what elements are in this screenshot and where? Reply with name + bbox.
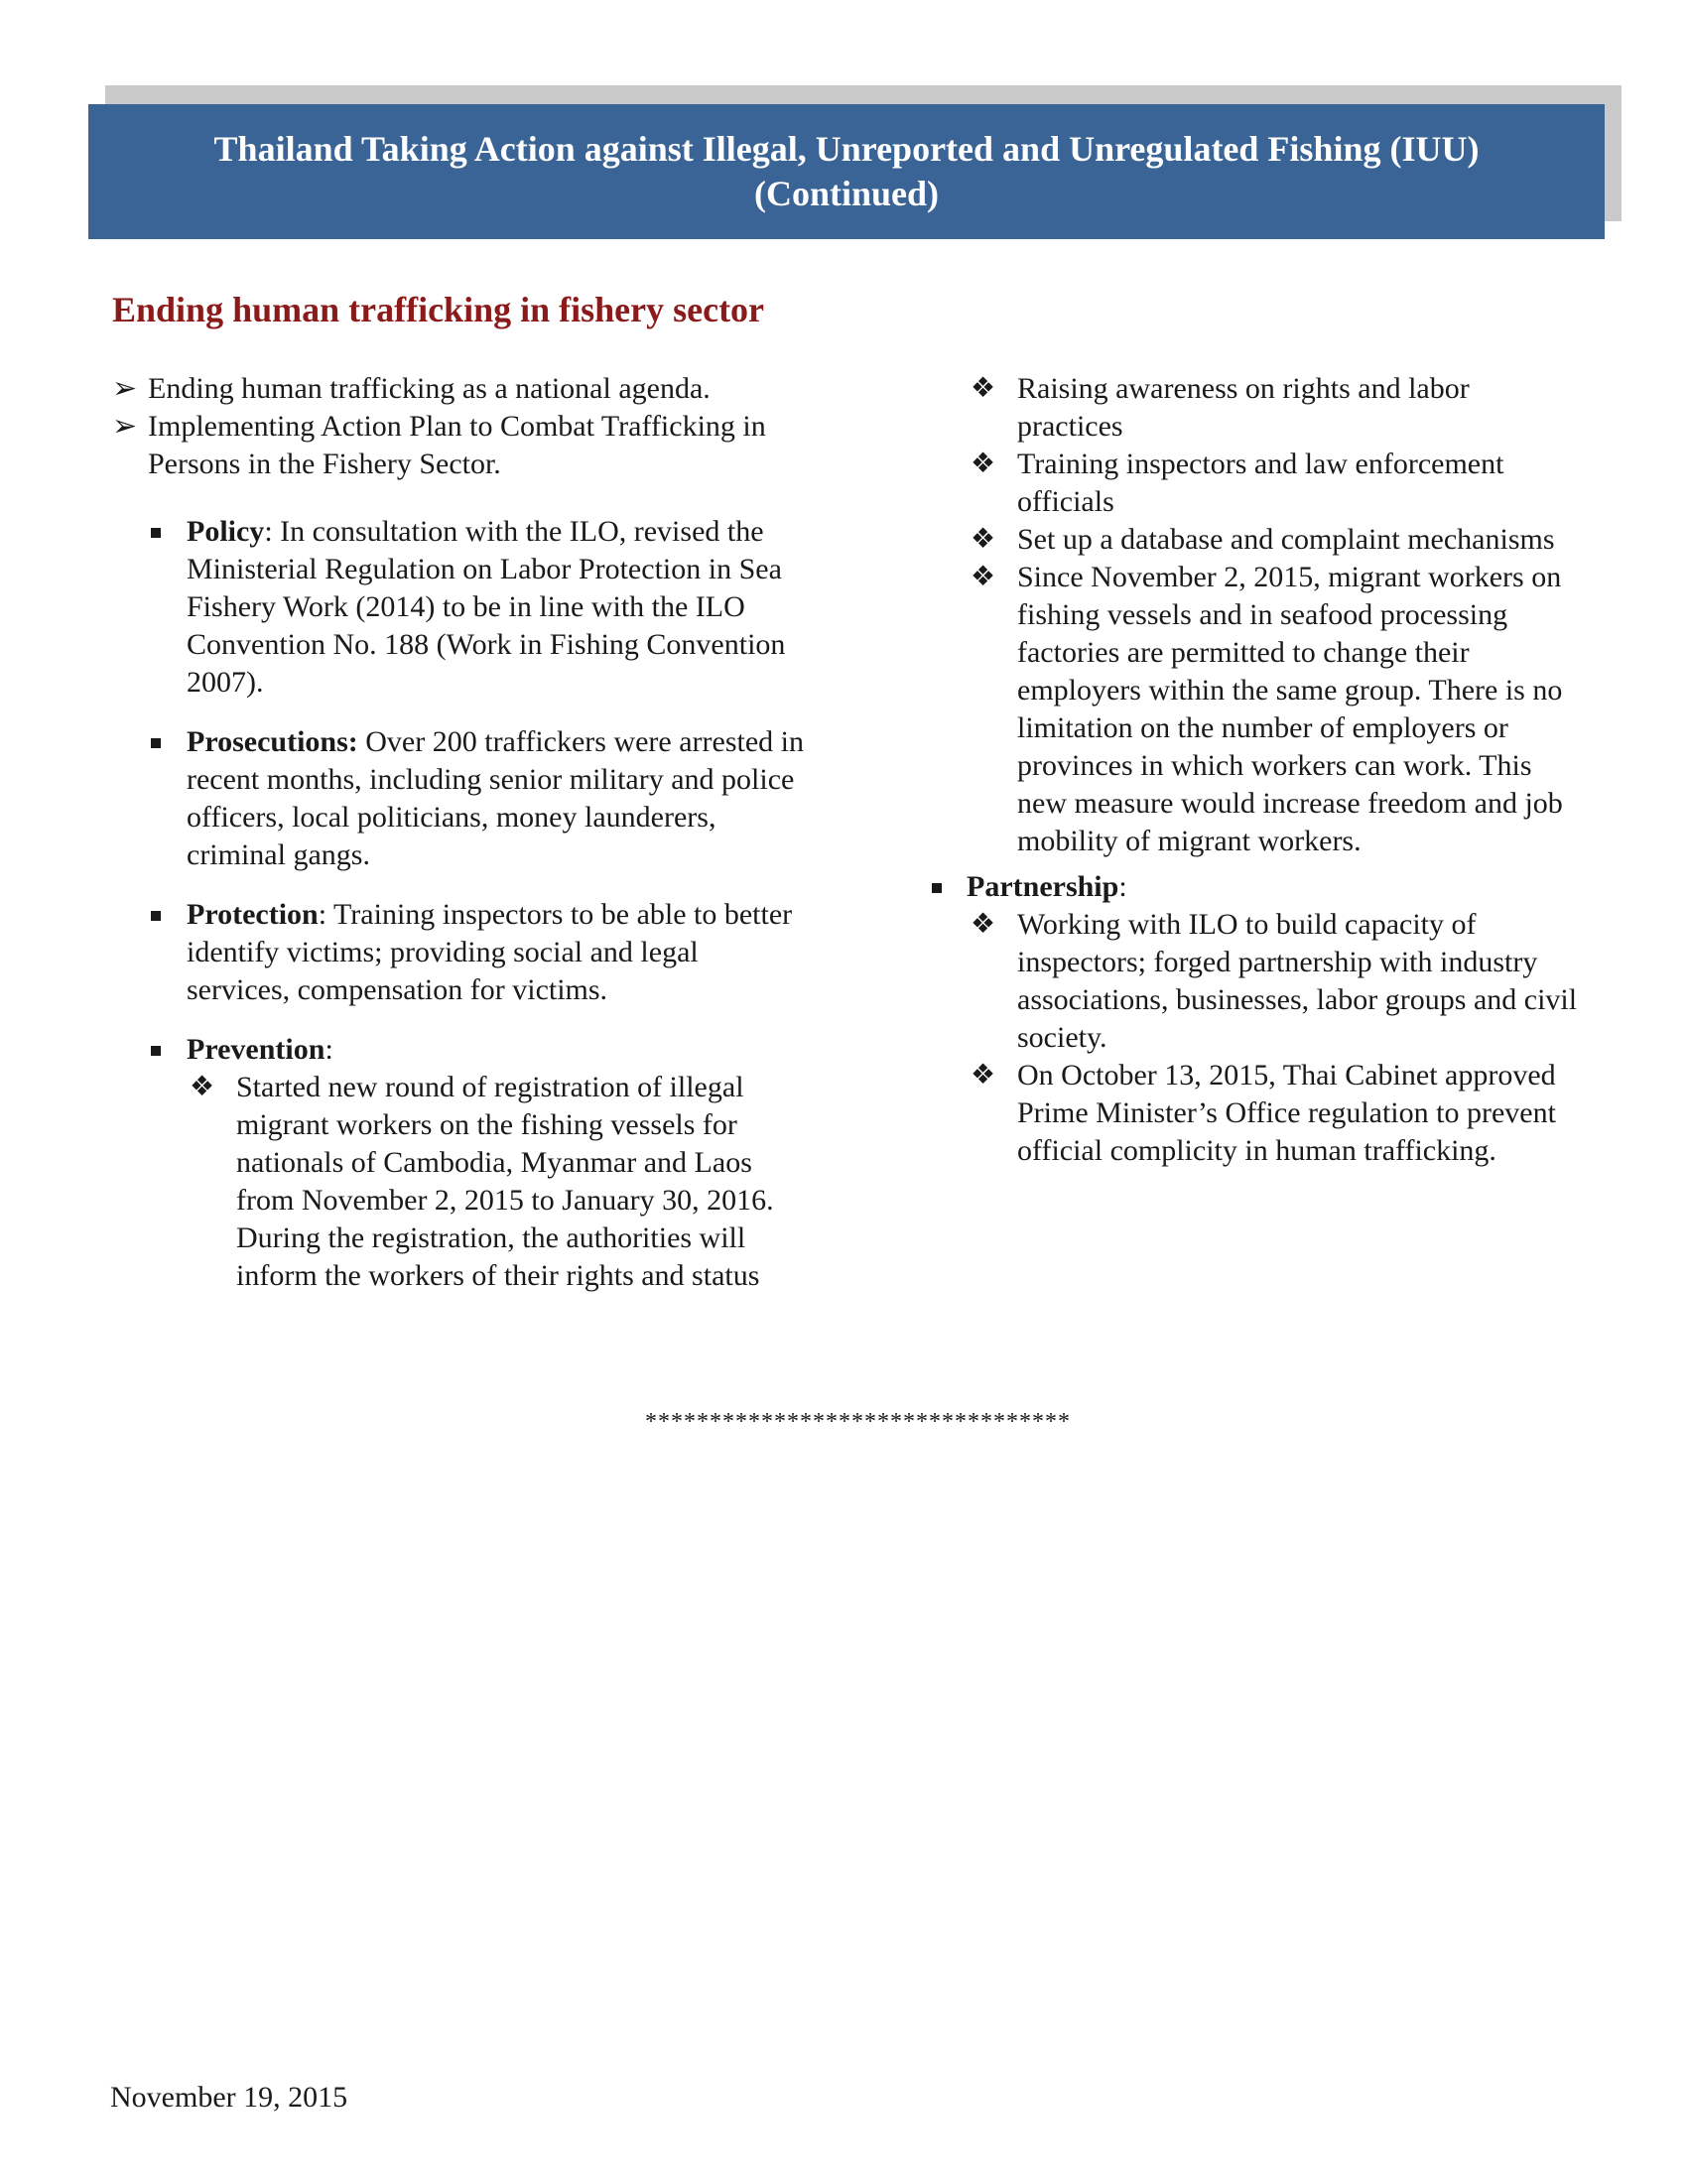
list-item bbox=[112, 408, 807, 483]
four-diamond-bullet-icon: ❖ bbox=[971, 909, 996, 940]
prevention-sub-item-text: Since November 2, 2015, migrant workers on fishing vessels and in seafood processing factories are permitted to change their employers within the same group. There is no limitation on the number of employers or provinces in which workers can work. This new measure would increase freedom and job mobility of migrant workers. bbox=[1017, 561, 1563, 857]
partnership-sub-item bbox=[926, 906, 1581, 1057]
arrow-bullet-icon: ➢ bbox=[112, 410, 138, 443]
four-diamond-bullet-icon: ❖ bbox=[971, 524, 996, 555]
prosecutions-text: Over 200 traffickers were arrested in recent months, including senior military and police officers, local politicians, money launderers, criminal gangs. bbox=[187, 725, 805, 871]
four-diamond-bullet-icon: ❖ bbox=[971, 373, 996, 404]
square-bullet-icon bbox=[932, 883, 942, 893]
prevention-sub-item-text: Training inspectors and law enforcement officials bbox=[1017, 448, 1504, 518]
square-bullet-icon bbox=[151, 738, 161, 748]
protection-text: : Training inspectors to be able to better identify victims; providing social and legal services, compensation for victims. bbox=[187, 898, 793, 1006]
prevention-sub-item bbox=[926, 446, 1581, 521]
arrow-bullet-icon: ➢ bbox=[112, 372, 138, 405]
partnership-label: Partnership bbox=[967, 870, 1119, 903]
partnership-sub-item bbox=[926, 1057, 1581, 1170]
prevention-text: : bbox=[325, 1033, 333, 1066]
header-title-line1: Thailand Taking Action against Illegal, Unreported and Unregulated Fishing (IUU) bbox=[213, 129, 1480, 169]
list-item-text: Implementing Action Plan to Combat Trafficking in Persons in the Fishery Sector. bbox=[148, 410, 766, 480]
four-diamond-bullet-icon: ❖ bbox=[971, 1060, 996, 1091]
prevention-sub-item bbox=[926, 559, 1581, 860]
policy-label: Policy bbox=[187, 515, 265, 548]
prevention-sub-item bbox=[926, 370, 1581, 446]
list-item-text: Ending human trafficking as a national agenda. bbox=[148, 372, 711, 405]
partnership-text: : bbox=[1118, 870, 1127, 903]
section-title: Ending human trafficking in fishery sector bbox=[112, 290, 765, 329]
partnership-item bbox=[926, 868, 1581, 906]
header-title-line2: (Continued) bbox=[753, 174, 940, 213]
footer-date: November 19, 2015 bbox=[110, 2081, 348, 2114]
prevention-sub-item-text: Started new round of registration of illegal migrant workers on the fishing vessels for nationals of Cambodia, Myanmar and Laos from November 2, 2015 to January 30, 2016. During the registration, the authorities will inform the workers of their rights and status bbox=[236, 1071, 774, 1292]
policy-item bbox=[112, 513, 807, 702]
prevention-sub-item-text: Raising awareness on rights and labor practices bbox=[1017, 372, 1470, 443]
square-bullet-icon bbox=[151, 528, 161, 538]
prosecutions-item bbox=[112, 723, 807, 874]
policy-text: : In consultation with the ILO, revised the Ministerial Regulation on Labor Protection in Sea Fishery Work (2014) to be in line with the ILO Convention No. 188 (Work in Fishing Convention 2007). bbox=[187, 515, 786, 699]
square-bullet-icon bbox=[151, 911, 161, 921]
prevention-sub-item bbox=[112, 1069, 807, 1295]
prevention-item bbox=[112, 1031, 807, 1069]
four-diamond-bullet-icon: ❖ bbox=[971, 449, 996, 479]
header-banner bbox=[88, 104, 1605, 239]
square-bullet-icon bbox=[151, 1046, 161, 1056]
prosecutions-label: Prosecutions: bbox=[187, 725, 358, 758]
four-diamond-bullet-icon: ❖ bbox=[971, 562, 996, 592]
partnership-sub-item-text: Working with ILO to build capacity of inspectors; forged partnership with industry associations, businesses, labor groups and civil society. bbox=[1017, 908, 1578, 1054]
prevention-label: Prevention bbox=[187, 1033, 325, 1066]
protection-label: Protection bbox=[187, 898, 319, 931]
prevention-sub-item-text: Set up a database and complaint mechanisms bbox=[1017, 523, 1555, 556]
four-diamond-bullet-icon: ❖ bbox=[190, 1072, 215, 1102]
partnership-sub-item-text: On October 13, 2015, Thai Cabinet approved Prime Minister’s Office regulation to prevent official complicity in human trafficking. bbox=[1017, 1059, 1556, 1167]
protection-item bbox=[112, 896, 807, 1009]
left-column bbox=[112, 370, 807, 1295]
right-column bbox=[926, 370, 1581, 1170]
prevention-sub-item bbox=[926, 521, 1581, 559]
separator: ********************************* bbox=[645, 1409, 1071, 1435]
list-item bbox=[112, 370, 807, 408]
